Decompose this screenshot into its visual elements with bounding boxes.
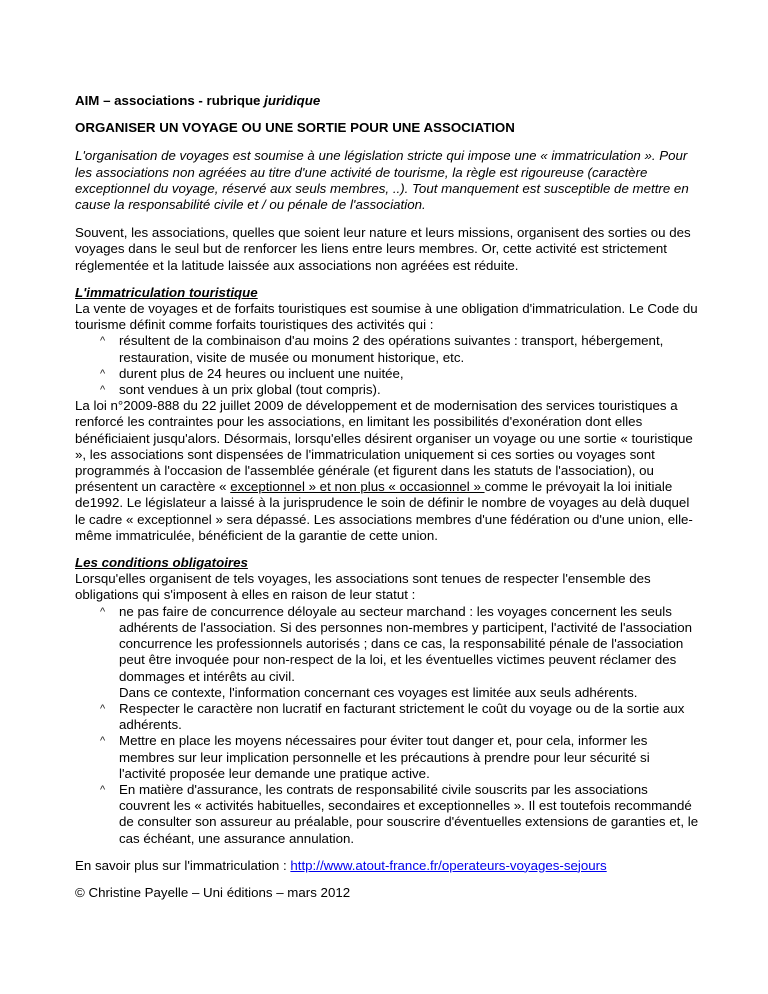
caret-up-icon: ^ (100, 702, 106, 715)
list-item (100, 366, 700, 382)
list-item (100, 701, 700, 733)
section-heading-immatriculation: L'immatriculation touristique (75, 284, 258, 300)
list-item-text: durent plus de 24 heures ou incluent une nuitée, (119, 365, 404, 381)
document-page (75, 93, 700, 901)
more-info (75, 858, 700, 874)
list-item-text: En matière d'assurance, les contrats de responsabilité civile souscrits par les associations couvrent les « activités habituelles, secondaires et exceptionnelles ». Il est toutefois recommandé de consulter son assureur au préalable, pour souscrire d'éventuelles extensions de garanties et, le cas échéant, une assurance annulation. (119, 781, 699, 846)
caret-up-icon: ^ (100, 735, 106, 748)
bullet-list (75, 333, 700, 398)
more-info-label: En savoir plus sur l'immatriculation : (75, 857, 291, 873)
caret-up-icon: ^ (100, 783, 106, 796)
document-header (75, 93, 700, 109)
header-suffix: juridique (264, 93, 321, 108)
section-immatriculation (75, 285, 700, 544)
list-item-text: résultent de la combinaison d'au moins 2 des opérations suivantes : transport, hébergement, restauration, visite de musée ou monument historique, etc. (119, 333, 664, 365)
list-item (100, 782, 700, 847)
caret-up-icon: ^ (100, 605, 106, 618)
section-lead: Lorsqu'elles organisent de tels voyages, les associations sont tenues de respecter l'ensemble des obligations qui s'imposent à elles en raison de leur statut : (75, 571, 651, 603)
intro-paragraph: L'organisation de voyages est soumise à une législation stricte qui impose une « immatriculation ». Pour les associations non agréées au titre d'une activité de tourisme, la règle est rigoureuse (caractère exceptionnel du voyage, réservé aux seuls membres, ..). Tout manquement est susceptible de mettre en cause la responsabilité civile et / ou pénale de l'association. (75, 148, 689, 213)
list-item (100, 382, 700, 398)
caret-up-icon: ^ (100, 335, 106, 348)
caret-up-icon: ^ (100, 384, 106, 397)
page-title: ORGANISER UN VOYAGE OU UNE SORTIE POUR UNE ASSOCIATION (75, 120, 515, 136)
section-conditions (75, 555, 700, 847)
body-text: comme le prévoyait la loi initiale de1992. Le législateur a laissé à la jurisprudence le soin de définir le nombre de voyages au delà duquel le cadre « exceptionnel » sera dépassé. Les associations membres d'une fédération ou d'une union, elle-même immatriculée, bénéficient de la garantie de cette union. (75, 479, 693, 543)
list-item-text: ne pas faire de concurrence déloyale au secteur marchand : les voyages concernent les seuls adhérents de l'association. Si des personnes non-membres y participent, l'activité de l'association concurrence les professionnels autorisés ; dans ce cas, la responsabilité pénale de l'association peut être invoquée pour non-respect de la loi, et les éventuelles victimes peuvent réclamer des dommages et intérêts au civil. (119, 603, 693, 684)
section-lead: La vente de voyages et de forfaits touristiques est soumise à une obligation d'immatriculation. Le Code du tourisme définit comme forfaits touristiques des activités qui : (75, 301, 698, 333)
list-item (100, 604, 700, 701)
list-item-text: Respecter le caractère non lucratif en facturant strictement le coût du voyage ou de la sortie aux adhérents. (119, 700, 685, 733)
underlined-text: exceptionnel » et non plus « occasionnel » (230, 479, 485, 495)
body-text: La loi n°2009-888 du 22 juillet 2009 de développement et de modernisation des services touristiques a renforcé les contraintes pour les associations, en limitant les possibilités d'exonération dont elles bénéficiaient jusqu'alors. Désormais, lorsqu'elles désirent organiser un voyage ou une sortie « touristique », les associations sont dispensées de l'immatriculation uniquement si ces sorties ou voyages sont programmés à l'occasion de l'assemblée générale (et figurent dans les statuts de l'association), ou présentent un caractère « (75, 398, 693, 495)
list-item-text: sont vendues à un prix global (tout compris). (119, 382, 381, 398)
bullet-list (75, 604, 700, 847)
list-item (100, 333, 700, 365)
section-heading-conditions: Les conditions obligatoires (75, 555, 248, 571)
copyright: © Christine Payelle – Uni éditions – mars 2012 (75, 884, 351, 900)
paragraph-1: Souvent, les associations, quelles que soient leur nature et leurs missions, organisent des sorties ou des voyages dans le seul but de renforcer les liens entre leurs membres. Or, cette activité est strictement réglementée et la latitude laissée aux associations non agréées est réduite. (75, 225, 691, 273)
section-body (75, 398, 700, 544)
list-item (100, 733, 700, 782)
list-item-extra: Dans ce contexte, l'information concernant ces voyages est limitée aux seuls adhérents. (119, 684, 638, 700)
list-item-text: Mettre en place les moyens nécessaires pour éviter tout danger et, pour cela, informer les membres sur leur implication personnelle et les précautions à prendre pour leur sécurité si l'activité proposée leur demande une pratique active. (119, 733, 650, 781)
header-prefix: AIM – associations - rubrique (75, 93, 265, 108)
more-info-link[interactable]: http://www.atout-france.fr/operateurs-voyages-sejours (290, 857, 607, 873)
caret-up-icon: ^ (100, 367, 106, 380)
